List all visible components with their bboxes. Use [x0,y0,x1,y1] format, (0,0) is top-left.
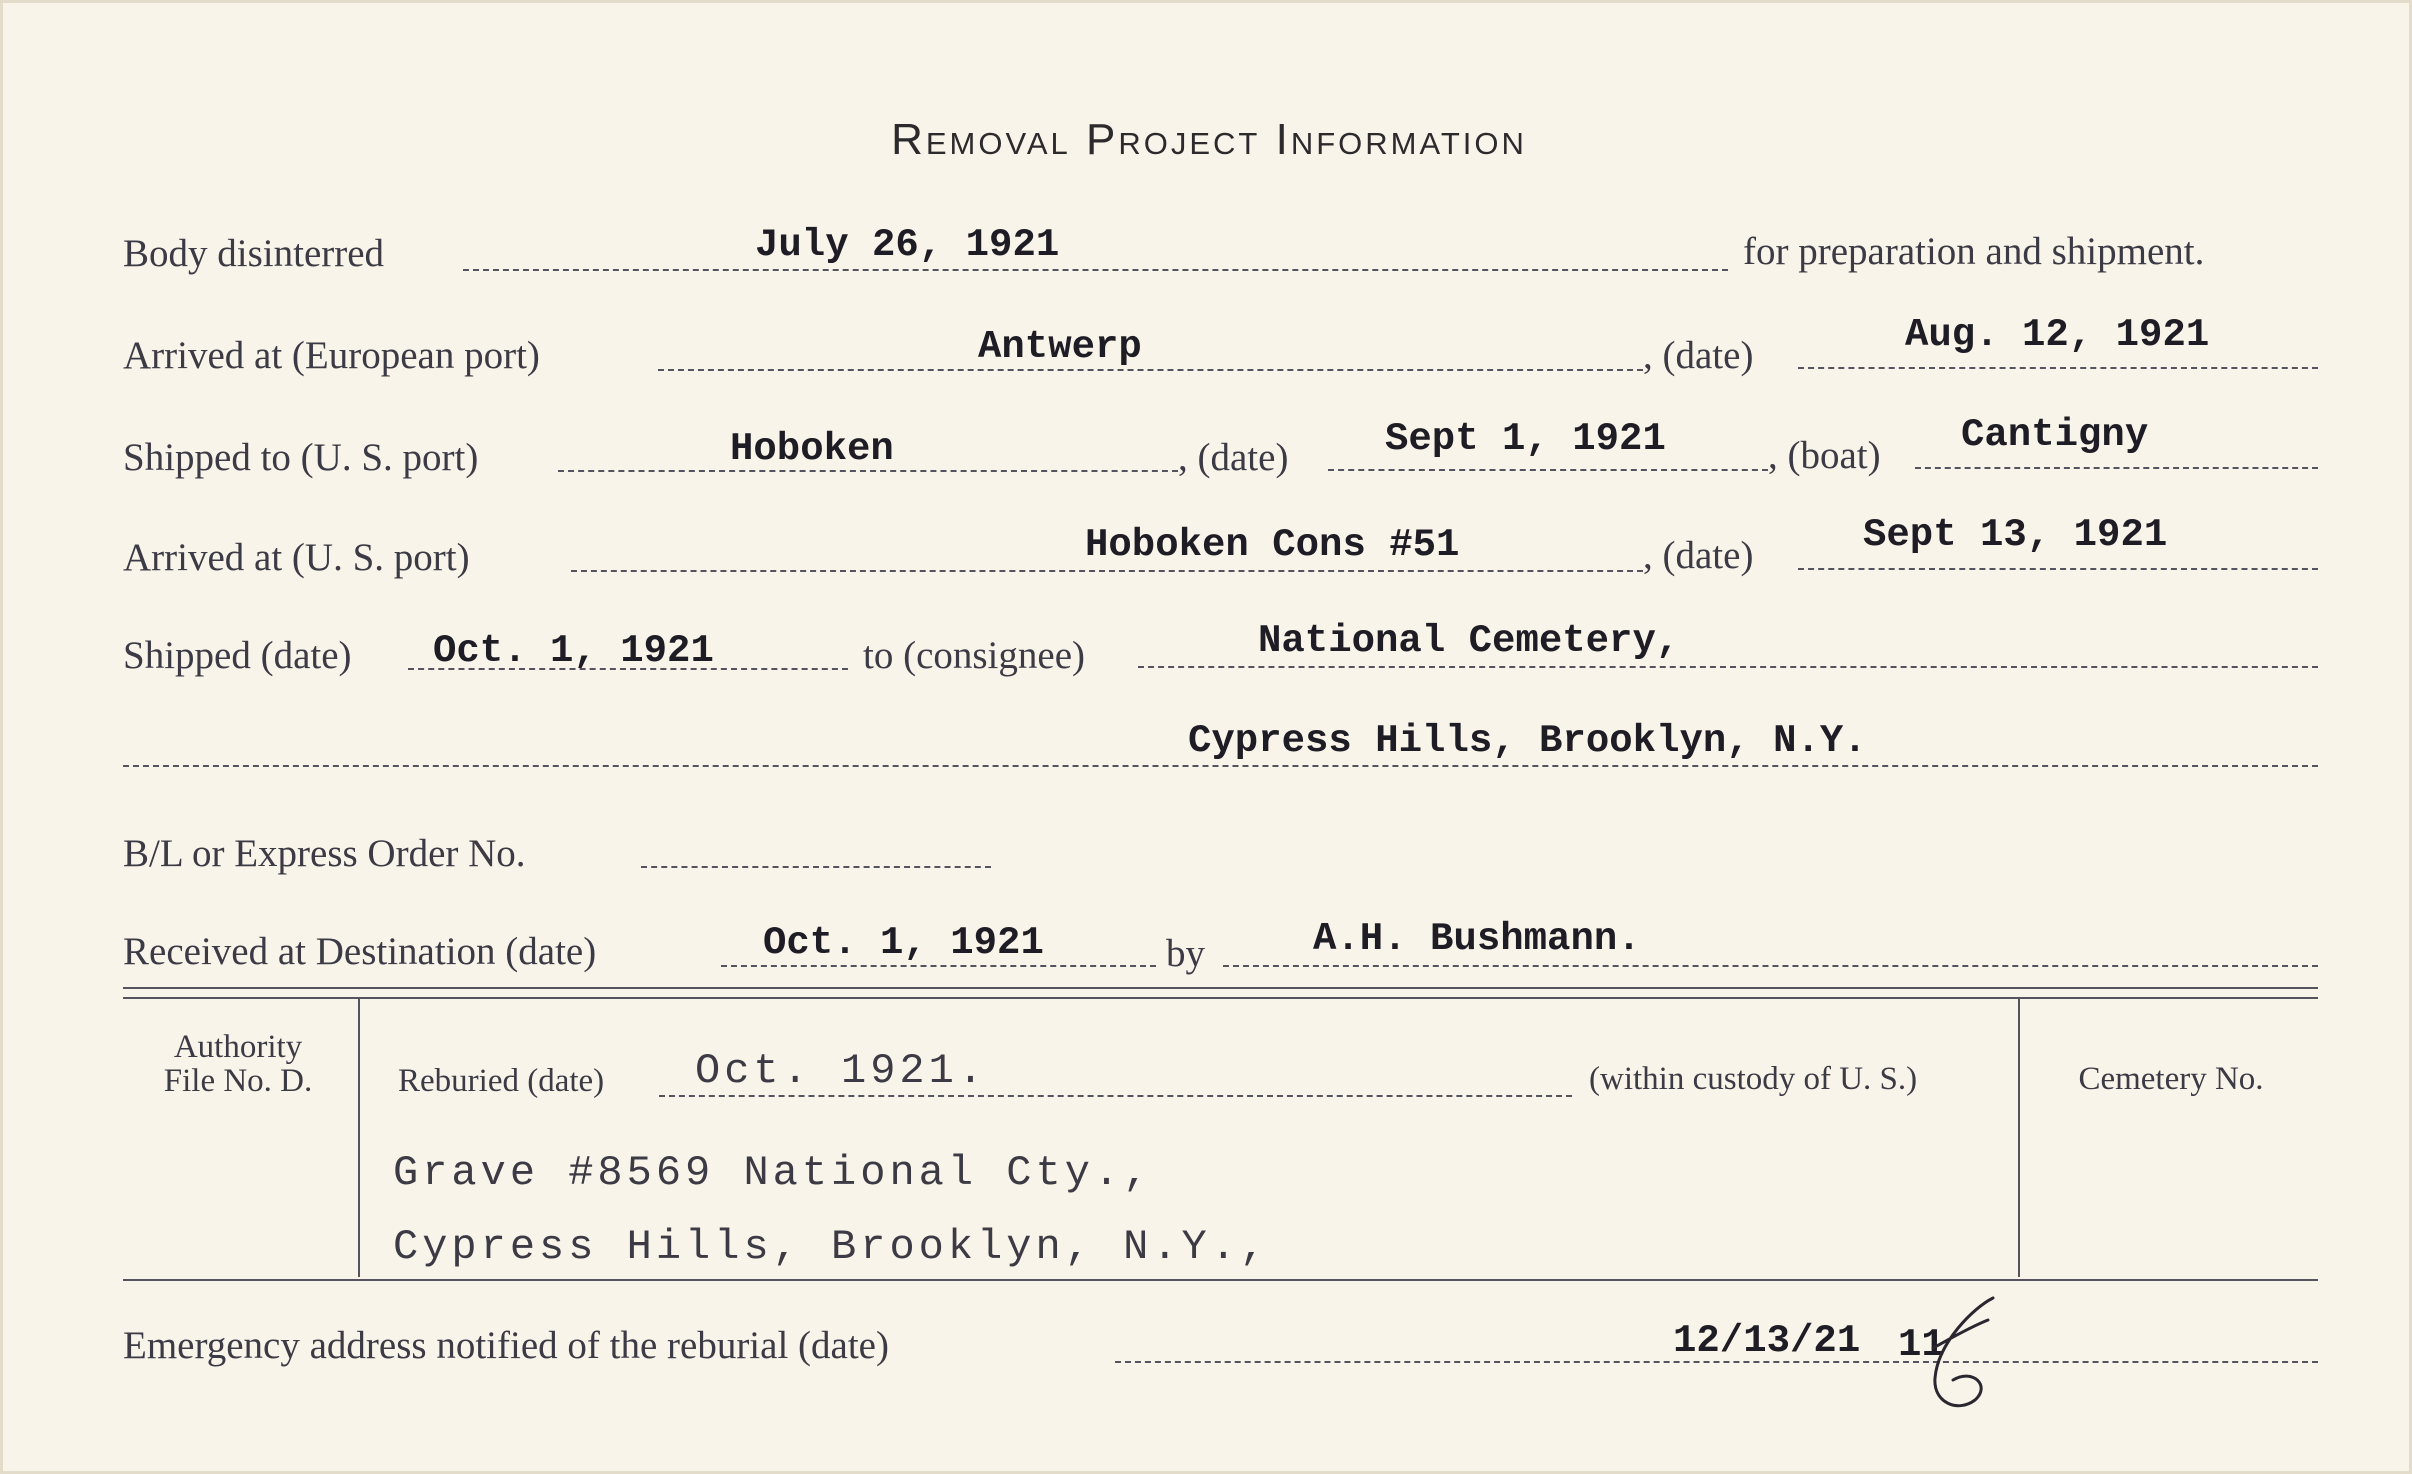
label-us-port-shipped-date: , (date) [1178,436,1289,479]
label-arrived-us-port: Arrived at (U. S. port) [123,536,470,579]
value-european-port-date[interactable]: Aug. 12, 1921 [1905,313,2210,357]
label-received-by: by [1166,932,1205,975]
value-body-disinterred[interactable]: July 26, 1921 [755,223,1060,267]
double-rule-bottom [123,997,2318,999]
line-body-disinterred [463,269,1728,271]
value-received-date[interactable]: Oct. 1, 1921 [763,921,1044,965]
value-grave-line2[interactable]: Cypress Hills, Brooklyn, N.Y., [393,1223,1270,1271]
label-for-preparation: for preparation and shipment. [1743,230,2205,273]
double-rule-top [123,987,2318,989]
label-body-disinterred: Body disinterred [123,232,385,275]
value-us-port-arrived-date[interactable]: Sept 13, 1921 [1863,513,2168,557]
line-us-port-arrived-date [1798,568,2318,570]
label-shipped-to-us-port: Shipped to (U. S. port) [123,436,479,479]
label-received-destination: Received at Destination (date) [123,930,597,973]
handwritten-initial-mark [1913,1288,2023,1418]
line-us-port-arrived [571,570,1643,572]
value-shipped-date[interactable]: Oct. 1, 1921 [433,629,714,673]
label-arrived-european-port: Arrived at (European port) [123,334,540,377]
label-authority-line2: File No. D. [163,1063,313,1099]
line-consignee-2 [123,765,2318,767]
label-reburied-date: Reburied (date) [398,1063,605,1099]
value-received-by[interactable]: A.H. Bushmann. [1313,917,1641,961]
label-bl-express-order: B/L or Express Order No. [123,832,526,875]
value-consignee-line2[interactable]: Cypress Hills, Brooklyn, N.Y. [1188,719,1867,763]
value-consignee-line1[interactable]: National Cemetery, [1258,619,1680,663]
card-title: Removal Project Information [891,115,1527,164]
label-emergency-address: Emergency address notified of the reburial (date) [123,1324,889,1367]
value-us-port-shipped-date[interactable]: Sept 1, 1921 [1385,417,1666,461]
line-bl-express-order [641,866,991,868]
line-us-port-shipped-date [1328,469,1768,471]
label-authority-line1: Authority [173,1029,303,1065]
label-boat: , (boat) [1768,434,1881,477]
value-emergency-date[interactable]: 12/13/21 [1673,1319,1861,1363]
value-european-port[interactable]: Antwerp [978,325,1142,369]
divider-cemetery [2018,999,2020,1277]
value-grave-line1[interactable]: Grave #8569 National Cty., [393,1149,1153,1197]
line-consignee-1 [1138,666,2318,668]
line-european-port [658,369,1643,371]
line-european-port-date [1798,367,2318,369]
divider-authority [358,999,360,1277]
line-boat [1915,467,2318,469]
line-received-date [721,965,1156,967]
label-cemetery-no: Cemetery No. [2078,1061,2264,1097]
label-shipped-date: Shipped (date) [123,634,352,677]
value-reburied-date[interactable]: Oct. 1921. [695,1047,988,1095]
label-within-custody: (within custody of U. S.) [1589,1061,1918,1097]
value-boat[interactable]: Cantigny [1961,413,2149,457]
label-to-consignee: to (consignee) [863,634,1086,677]
line-received-by [1223,965,2318,967]
label-us-port-arrived-date: , (date) [1643,534,1754,577]
value-us-port-shipped[interactable]: Hoboken [730,427,894,471]
box-bottom-rule [123,1279,2318,1281]
label-european-port-date: , (date) [1643,334,1754,377]
value-emergency-suffix: 11 [1898,1323,1945,1367]
value-us-port-arrived[interactable]: Hoboken Cons #51 [1085,523,1460,567]
line-reburied-date [659,1095,1572,1097]
